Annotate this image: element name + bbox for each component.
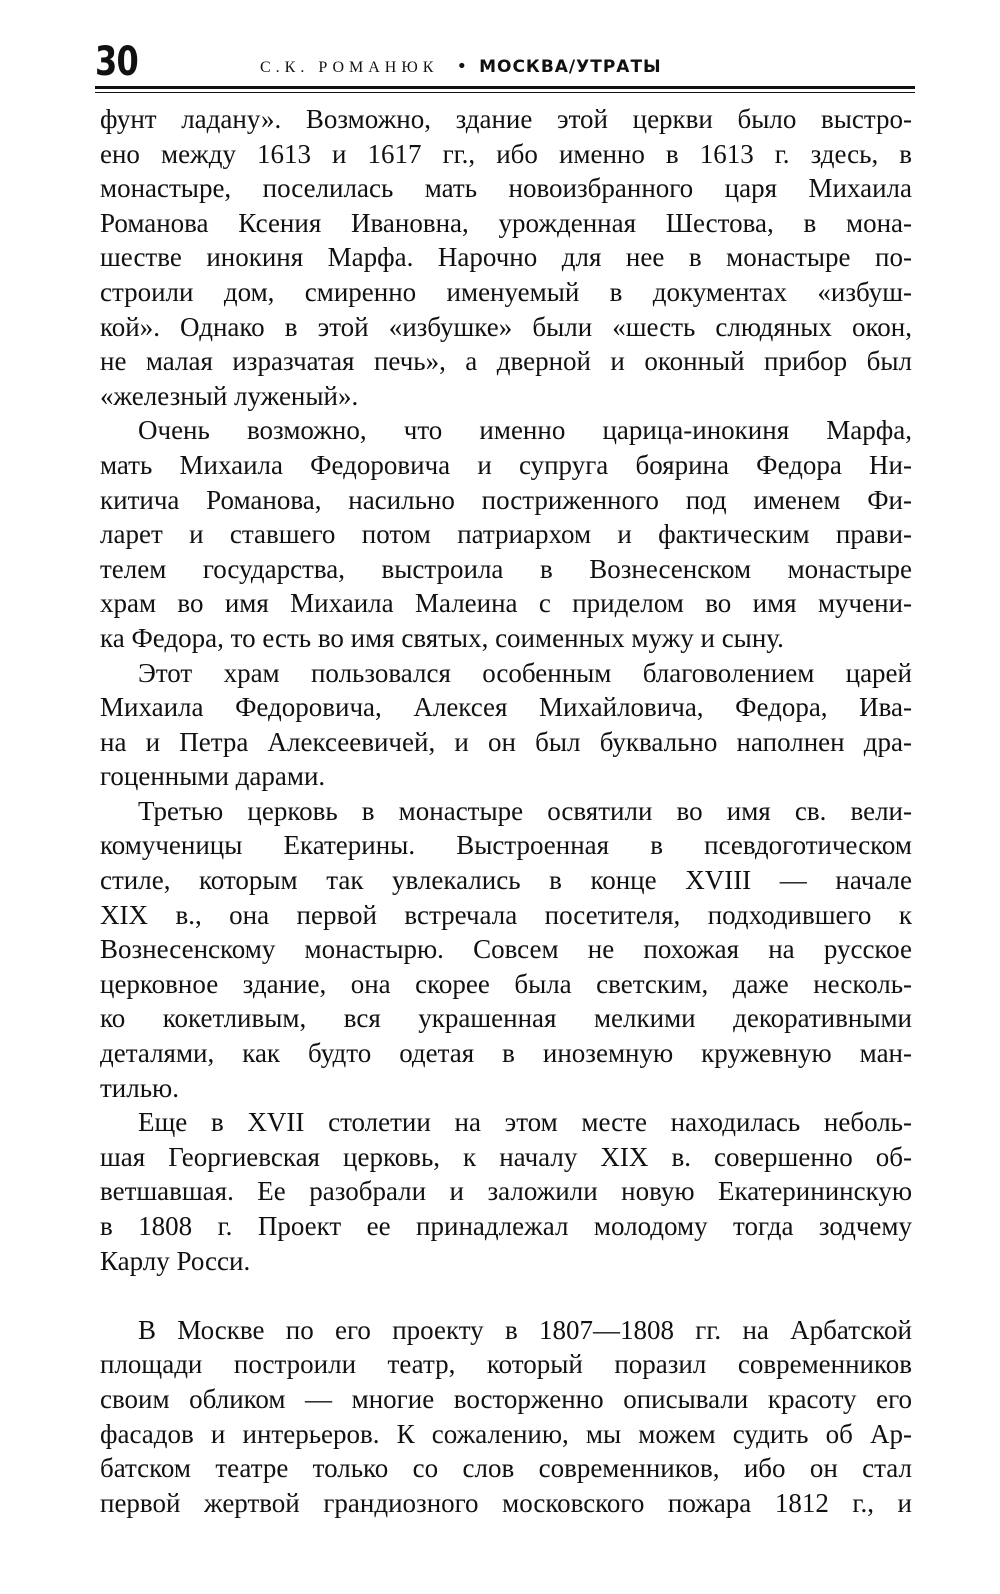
text-line: Михаила Федоровича, Алексея Михайловича, Федора, Ива- [100,692,912,723]
paragraph [100,413,912,655]
author-name: С.К. РОМАНЮК [260,59,439,76]
paragraph [100,656,912,794]
section-gap [100,1278,912,1313]
paragraph [100,102,912,413]
text-line: Карлу Росси. [100,1245,251,1276]
text-line: тилью. [100,1072,179,1103]
text-line: шестве инокиня Марфа. Нарочно для нее в монастыре по- [100,242,912,273]
text-line: шая Георгиевская церковь, к началу XIX в. совершенно об- [100,1141,912,1172]
text-line: своим обликом — многие восторженно описывали красоту его [100,1383,912,1414]
text-line: деталями, как будто одетая в иноземную кружевную ман- [100,1038,912,1069]
text-line: Вознесенскому монастырю. Совсем не похожая на русское [100,934,912,965]
text-line: Еще в XVII столетии на этом месте находилась неболь- [138,1107,912,1138]
text-line: стиле, которым так увлекались в конце XVIII — начале [100,865,912,896]
text-line: монастыре, поселилась мать новоизбранного царя Михаила [100,173,912,204]
running-head [260,56,662,84]
text-line: фасадов и интерьеров. К сожалению, мы можем судить об Ар- [100,1418,912,1449]
text-line: ларет и ставшего потом патриархом и фактическим прави- [100,519,912,550]
text-line: Этот храм пользовался особенным благоволением царей [138,657,912,688]
text-line: не малая изразчатая печь», а дверной и оконный прибор был [100,346,912,377]
text-line: комученицы Екатерины. Выстроенная в псевдоготическом [100,830,912,861]
text-line: ветшавшая. Ее разобрали и заложили новую Екатерининскую [100,1176,912,1207]
text-line: ко кокетливым, вся украшенная мелкими декоративными [100,1003,912,1034]
text-line: ено между 1613 и 1617 гг., ибо именно в 1613 г. здесь, в [100,138,912,169]
page-number: 30 [95,39,138,85]
paragraph [100,1313,912,1521]
text-line: Романова Ксения Ивановна, урожденная Шестова, в мона- [100,207,912,238]
text-line: Третью церковь в монастыре освятили во имя св. вели- [138,795,912,826]
text-line: телем государства, выстроила в Вознесенском монастыре [100,553,912,584]
bullet-separator: • [456,56,468,77]
text-line: строили дом, смиренно именуемый в документах «избуш- [100,276,912,307]
text-line: площади построили театр, который поразил современников [100,1349,912,1380]
text-line: фунт ладану». Возможно, здание этой церкви было выстро- [100,104,912,134]
body-text [100,102,912,1520]
header-rule-thin [95,92,915,93]
text-line: на и Петра Алексеевичей, и он был буквально наполнен дра- [100,726,912,757]
text-line: кой». Однако в этой «избушке» были «шесть слюдяных окон, [100,311,912,342]
text-line: В Москве по его проекту в 1807—1808 гг. на Арбатской [138,1314,912,1345]
book-title: МОСКВА/УТРАТЫ [479,57,662,77]
text-line: мать Михаила Федоровича и супруга боярина Федора Ни- [100,449,912,480]
text-line: церковное здание, она скорее была светским, даже несколь- [100,968,912,999]
text-line: батском театре только со слов современников, ибо он стал [100,1453,912,1484]
text-line: гоценными дарами. [100,761,326,792]
text-line: Очень возможно, что именно царица-инокиня Марфа, [138,415,912,446]
paragraph [100,1105,912,1278]
paragraph [100,794,912,1105]
text-line: в 1808 г. Проект ее принадлежал молодому тогда зодчему [100,1211,912,1241]
text-line: «железный луженый». [100,380,359,411]
text-line: китича Романова, насильно постриженного под именем Фи- [100,484,912,515]
text-line: ка Федора, то есть во имя святых, соименных мужу и сыну. [100,622,784,653]
text-line: первой жертвой грандиозного московского пожара 1812 г., и [100,1487,912,1518]
header-rule-thick [95,86,915,89]
page-header [95,38,915,88]
text-line: храм во имя Михаила Малеина с приделом во имя мучени- [100,588,912,619]
text-line: XIX в., она первой встречала посетителя, подходившего к [100,899,912,930]
